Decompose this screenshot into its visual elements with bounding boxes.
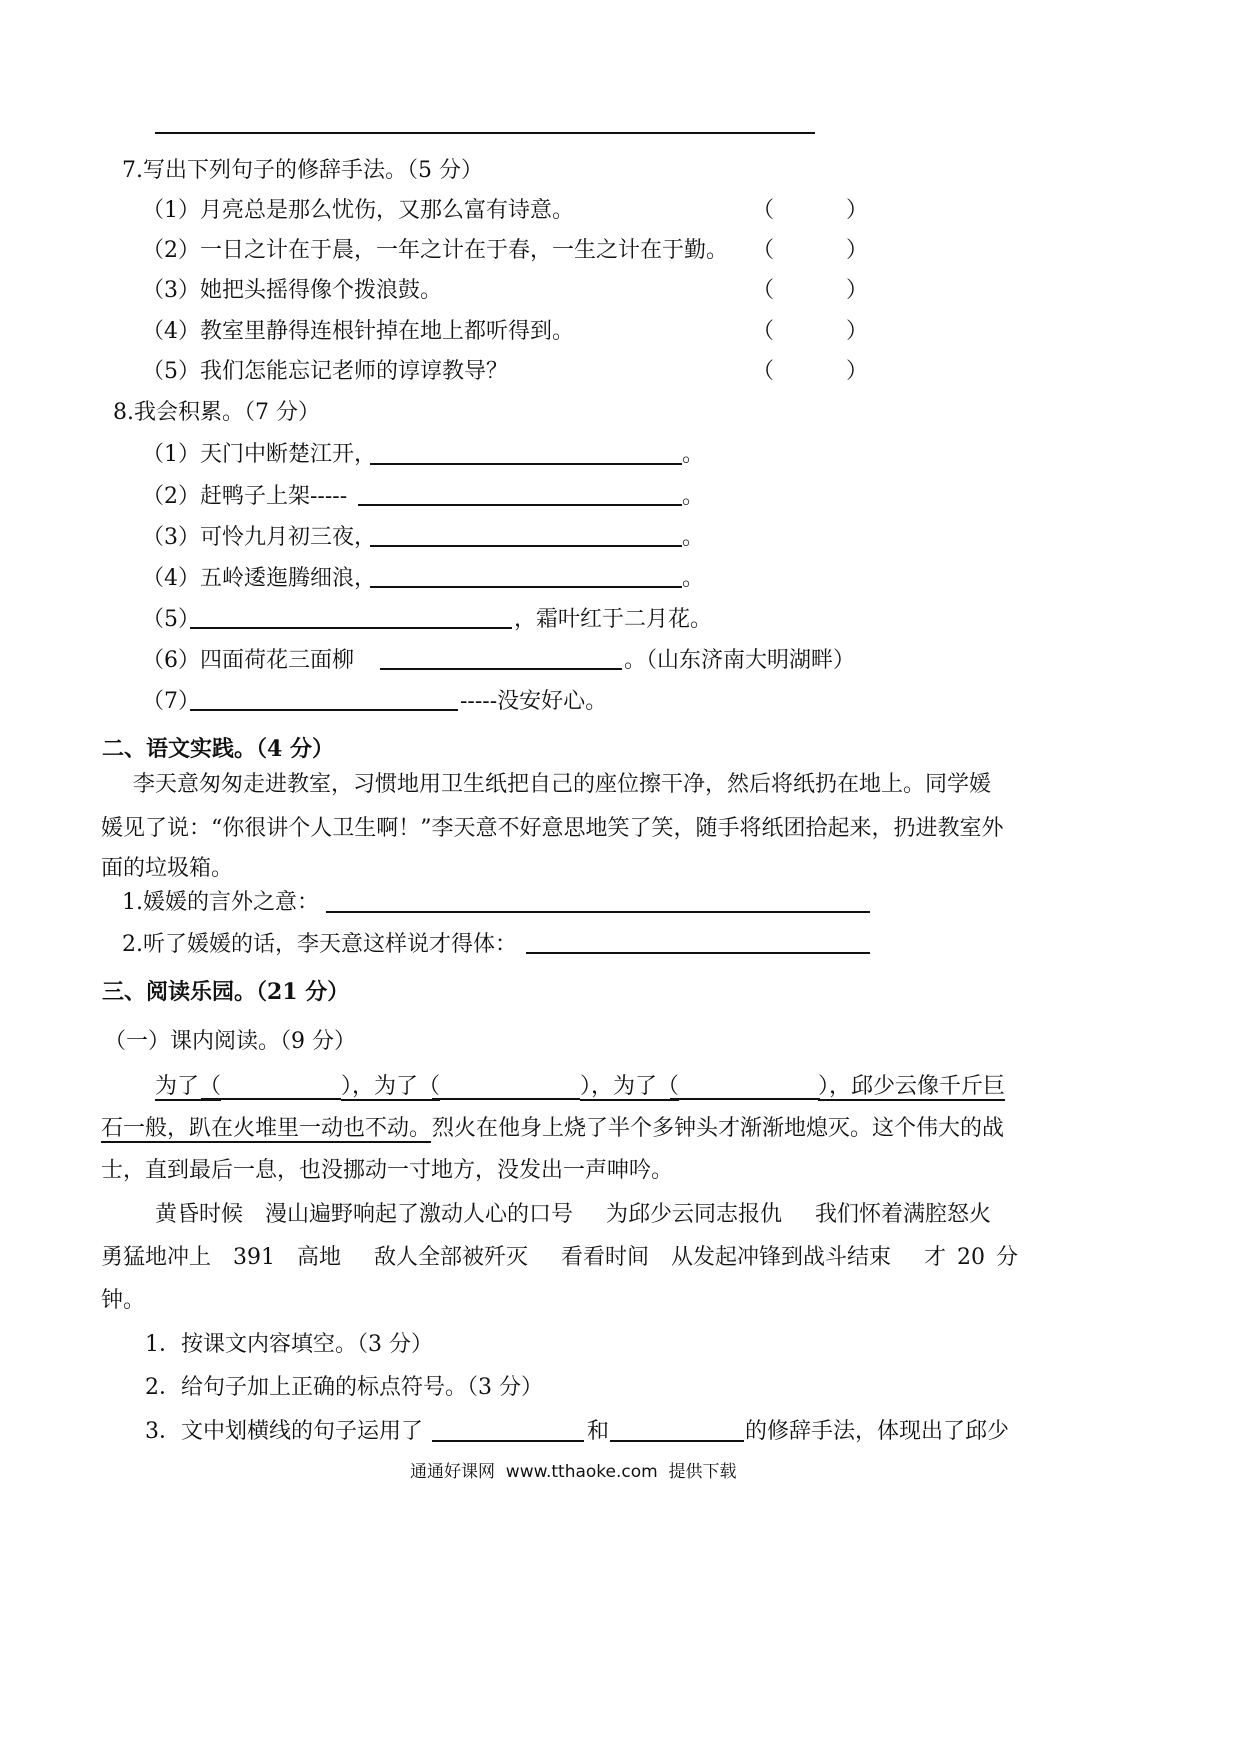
passage-text: ），为了（ [341,1074,441,1099]
answer-line [370,586,682,588]
q8-item-prefix: （7） [142,689,200,714]
passage-text: ），为了（ [580,1074,680,1099]
answer-paren-open: （ [752,319,775,344]
subsection-title: （一）课内阅读。（9 分） [104,1029,356,1054]
q8-title: 8.我会积累。（7 分） [113,400,320,425]
answer-line [432,1440,584,1442]
question-label: 2．给句子加上正确的标点符号。（3 分） [145,1375,543,1400]
answer-underline [432,1098,580,1100]
passage-text: 黄昏时候 漫山遍野响起了激动人心的口号 为邱少云同志报仇 我们怀着满腔怒火 [155,1202,991,1227]
question-label: 3．文中划横线的句子运用了 [145,1419,423,1444]
answer-line [190,627,512,629]
q8-item-prefix: （6）四面荷花三面柳 [142,648,354,673]
passage-line: 媛见了说：“你很讲个人卫生啊！”李天意不好意思地笑了笑，随手将纸团拾起来，扔进教室外 [101,816,1004,841]
q8-item-prefix: （5） [142,607,200,632]
answer-paren-open: （ [752,359,775,384]
answer-line [526,952,870,954]
answer-paren-close: ） [846,198,869,223]
answer-line [358,504,682,506]
passage-text: 钟。 [101,1288,146,1313]
q7-item: （2）一日之计在于晨，一年之计在于春，一生之计在于勤。 [142,238,728,263]
answer-line [326,911,870,913]
answer-paren-open: （ [752,278,775,303]
answer-underline [201,1098,341,1100]
question-label: 的修辞手法，体现出了邱少 [745,1419,1010,1444]
answer-paren-open: （ [752,238,775,263]
q7-item: （4）教室里静得连根针掉在地上都听得到。 [142,319,574,344]
passage-text: 勇猛地冲上 391 高地 敌人全部被歼灭 看看时间 从发起冲锋到战斗结束 才 20 分 [101,1245,1018,1270]
passage-line: 李天意匆匆走进教室，习惯地用卫生纸把自己的座位擦干净，然后将纸扔在地上。同学媛 [133,772,992,797]
q8-item-prefix: （4）五岭逶迤腾细浪， [142,566,376,591]
section-heading: 二、语文实践。（4 分） [102,736,334,762]
passage-text: 烈火在他身上烧了半个多钟头才渐渐地熄灭。这个伟大的战 [432,1116,1005,1141]
answer-paren-close: ） [846,319,869,344]
answer-line [610,1440,744,1442]
answer-line [370,545,682,547]
q8-item-prefix: （1）天门中断楚江开， [142,442,376,467]
answer-paren-close: ） [846,278,869,303]
q7-item: （3）她把头摇得像个拨浪鼓。 [142,278,442,303]
answer-underline [670,1098,820,1100]
passage-text: ），邱少云像千斤巨 [818,1074,1006,1099]
q8-item-suffix: ，霜叶红于二月花。 [514,607,713,632]
answer-paren-close: ） [846,359,869,384]
question-label: 1.媛媛的言外之意： [122,890,319,915]
passage-text: 为了（ [155,1074,222,1099]
question-label: 和 [587,1419,610,1444]
section-heading: 三、阅读乐园。（21 分） [102,979,350,1005]
q7-item: （5）我们怎能忘记老师的谆谆教导？ [142,359,508,384]
q8-item-suffix: 。 [682,566,705,591]
q8-item-suffix: 。（山东济南大明湖畔） [624,648,856,673]
q7-title: 7.写出下列句子的修辞手法。（5 分） [122,158,483,183]
question-label: 1．按课文内容填空。（3 分） [145,1332,433,1357]
question-label: 2.听了媛媛的话，李天意这样说才得体： [122,932,517,957]
page-footer: 通通好课网 www.tthaoke.com 提供下载 [410,1462,737,1482]
q8-item-suffix: 。 [682,484,705,509]
q8-item-suffix: 。 [682,442,705,467]
answer-line [380,668,622,670]
q8-item-suffix: -----没安好心。 [460,689,608,714]
q8-item-prefix: （2）赶鸭子上架----- [142,484,348,509]
answer-line [190,709,458,711]
q8-item-suffix: 。 [682,525,705,550]
answer-paren-close: ） [846,238,869,263]
passage-text: 士，直到最后一息，也没挪动一寸地方，没发出一声呻吟。 [101,1158,674,1183]
passage-line: 面的垃圾箱。 [101,856,234,881]
passage-text: 石一般，趴在火堆里一动也不动。 [101,1116,432,1141]
q8-item-prefix: （3）可怜九月初三夜， [142,525,376,550]
answer-line [155,132,815,134]
answer-paren-open: （ [752,198,775,223]
q7-item: （1）月亮总是那么忧伤，又那么富有诗意。 [142,198,574,223]
answer-line [370,463,682,465]
